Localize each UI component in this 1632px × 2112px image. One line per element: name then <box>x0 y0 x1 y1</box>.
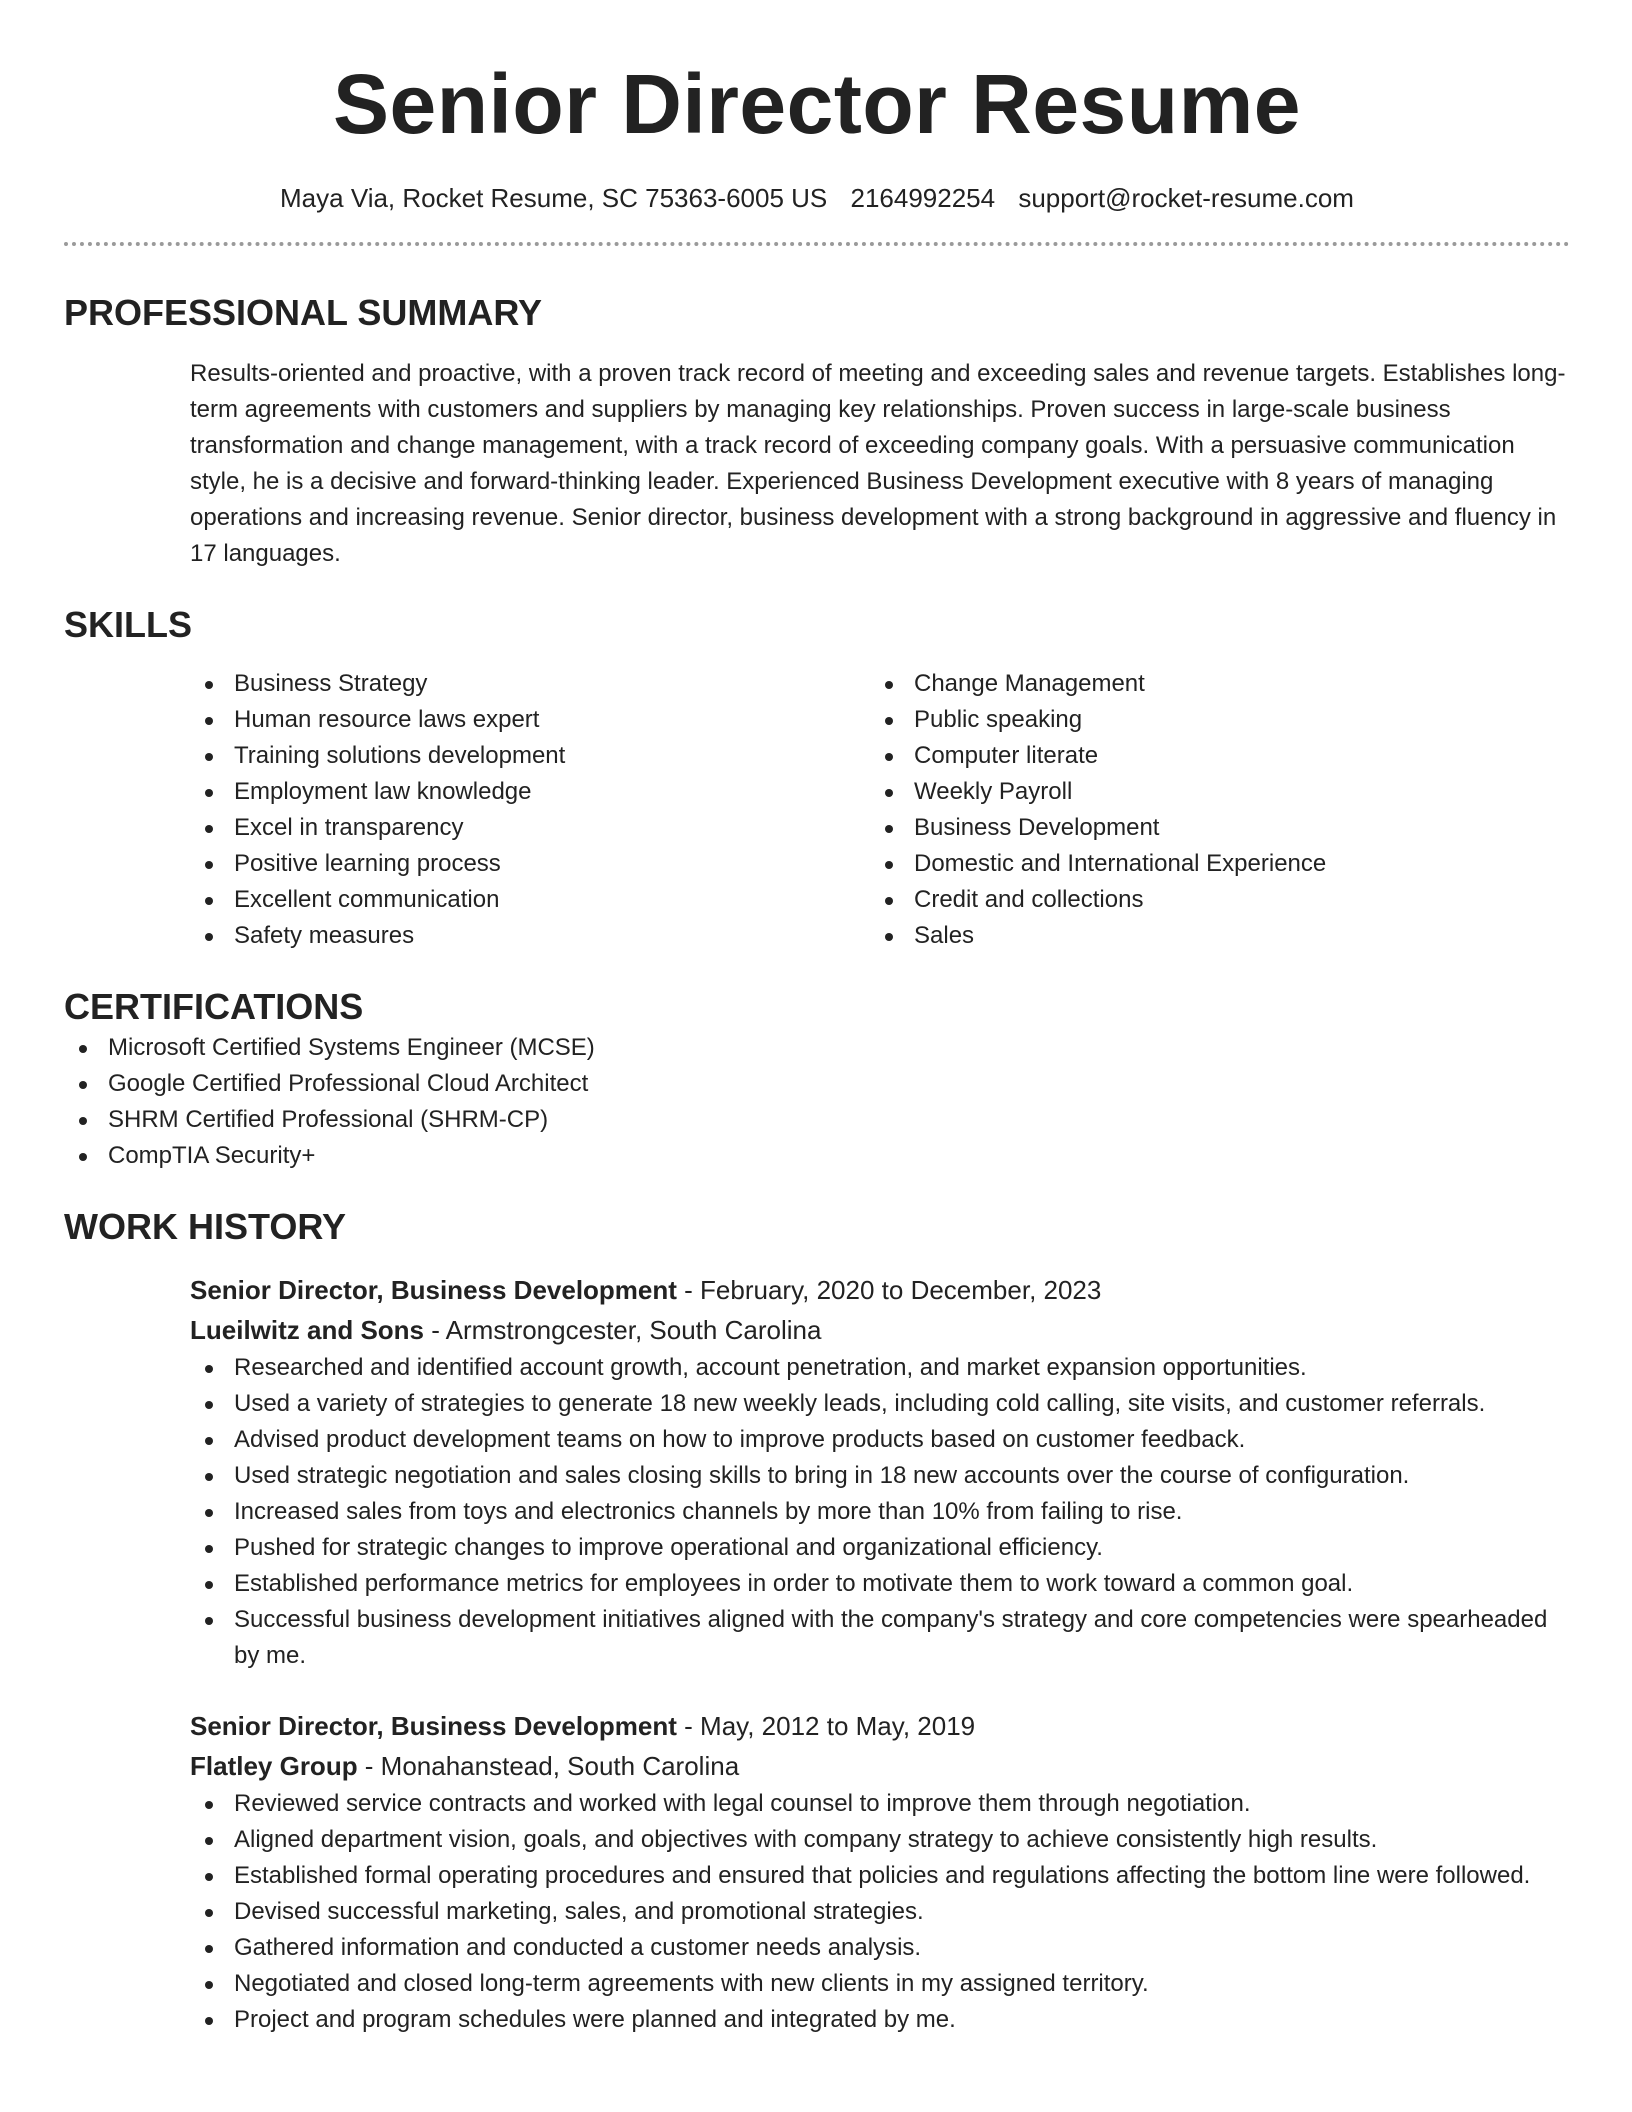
job-bullet: Established performance metrics for employees in order to motivate them to work toward a common goal. <box>190 1566 1570 1602</box>
job-company: Lueilwitz and Sons <box>190 1315 425 1345</box>
skill-item: Training solutions development <box>190 738 870 774</box>
certification-item: Google Certified Professional Cloud Architect <box>64 1066 1570 1102</box>
job-bullet: Gathered information and conducted a customer needs analysis. <box>190 1930 1570 1966</box>
skill-item: Weekly Payroll <box>870 774 1550 810</box>
job-company-line <box>190 1746 1570 1786</box>
job-entry <box>190 1706 1570 2038</box>
contact-phone: 2164992254 <box>850 183 996 213</box>
work-history-heading: WORK HISTORY <box>64 1206 347 1247</box>
contact-address: Maya Via, Rocket Resume, SC 75363-6005 US <box>280 183 828 213</box>
job-bullet: Advised product development teams on how to improve products based on customer feedback. <box>190 1422 1570 1458</box>
job-title: Senior Director, Business Development <box>190 1275 677 1305</box>
skill-item: Business Development <box>870 810 1550 846</box>
certifications-list <box>64 1030 1570 1174</box>
certification-item: SHRM Certified Professional (SHRM-CP) <box>64 1102 1570 1138</box>
skill-item: Computer literate <box>870 738 1550 774</box>
skill-item: Sales <box>870 918 1550 954</box>
job-dates: - February, 2020 to December, 2023 <box>676 1275 1102 1305</box>
skill-item: Business Strategy <box>190 666 870 702</box>
job-title-line <box>190 1270 1570 1310</box>
skills-heading: SKILLS <box>64 604 193 645</box>
job-bullets <box>190 1786 1570 2038</box>
certification-item: CompTIA Security+ <box>64 1138 1570 1174</box>
skill-item: Positive learning process <box>190 846 870 882</box>
job-bullet: Increased sales from toys and electronics channels by more than 10% from failing to rise. <box>190 1494 1570 1530</box>
job-bullet: Researched and identified account growth, account penetration, and market expansion opportunities. <box>190 1350 1570 1386</box>
skill-item: Excel in transparency <box>190 810 870 846</box>
job-bullet: Aligned department vision, goals, and objectives with company strategy to achieve consistently high results. <box>190 1822 1570 1858</box>
skills-grid <box>190 666 1570 954</box>
summary-heading: PROFESSIONAL SUMMARY <box>64 292 543 333</box>
skill-item: Safety measures <box>190 918 870 954</box>
job-bullet: Project and program schedules were planned and integrated by me. <box>190 2002 1570 2038</box>
skill-item: Human resource laws expert <box>190 702 870 738</box>
resume-page <box>64 0 1570 2038</box>
job-bullet: Used strategic negotiation and sales closing skills to bring in 18 new accounts over the course of configuration. <box>190 1458 1570 1494</box>
skill-item: Public speaking <box>870 702 1550 738</box>
job-bullet: Successful business development initiatives aligned with the company's strategy and core competencies were spearheaded by me. <box>190 1602 1570 1674</box>
job-bullet: Established formal operating procedures and ensured that policies and regulations affecting the bottom line were followed. <box>190 1858 1570 1894</box>
job-company-line <box>190 1310 1570 1350</box>
job-location: - Monahanstead, South Carolina <box>357 1751 740 1781</box>
job-bullet: Devised successful marketing, sales, and promotional strategies. <box>190 1894 1570 1930</box>
skills-left-column <box>190 666 870 954</box>
contact-line <box>64 180 1570 216</box>
skill-item: Domestic and International Experience <box>870 846 1550 882</box>
summary-text: Results-oriented and proactive, with a proven track record of meeting and exceeding sales and revenue targets. Establishes long-term agreements with customers and suppliers by managing key relationships. Proven success in large-scale business transformation and change management, with a track record of exceeding company goals. With a persuasive communication style, he is a decisive and forward-thinking leader. Experienced Business Development executive with 8 years of managing operations and increasing revenue. Senior director, business development with a strong background in aggressive and fluency in 17 languages. <box>190 360 1566 567</box>
skill-item: Credit and collections <box>870 882 1550 918</box>
resume-title: Senior Director Resume <box>333 57 1301 151</box>
skill-item: Excellent communication <box>190 882 870 918</box>
job-company: Flatley Group <box>190 1751 358 1781</box>
skills-right-column <box>870 666 1550 954</box>
certifications-heading: CERTIFICATIONS <box>64 986 364 1027</box>
certification-item: Microsoft Certified Systems Engineer (MCSE) <box>64 1030 1570 1066</box>
contact-email: support@rocket-resume.com <box>1018 183 1354 213</box>
skill-item: Employment law knowledge <box>190 774 870 810</box>
skill-item: Change Management <box>870 666 1550 702</box>
header-divider <box>64 242 1570 246</box>
job-bullets <box>190 1350 1570 1674</box>
job-bullet: Pushed for strategic changes to improve operational and organizational efficiency. <box>190 1530 1570 1566</box>
job-bullet: Negotiated and closed long-term agreements with new clients in my assigned territory. <box>190 1966 1570 2002</box>
job-location: - Armstrongcester, South Carolina <box>424 1315 822 1345</box>
job-bullet: Reviewed service contracts and worked with legal counsel to improve them through negotiation. <box>190 1786 1570 1822</box>
job-bullet: Used a variety of strategies to generate 18 new weekly leads, including cold calling, site visits, and customer referrals. <box>190 1386 1570 1422</box>
job-title: Senior Director, Business Development <box>190 1711 677 1741</box>
job-dates: - May, 2012 to May, 2019 <box>676 1711 976 1741</box>
job-entry <box>190 1270 1570 1674</box>
job-title-line <box>190 1706 1570 1746</box>
